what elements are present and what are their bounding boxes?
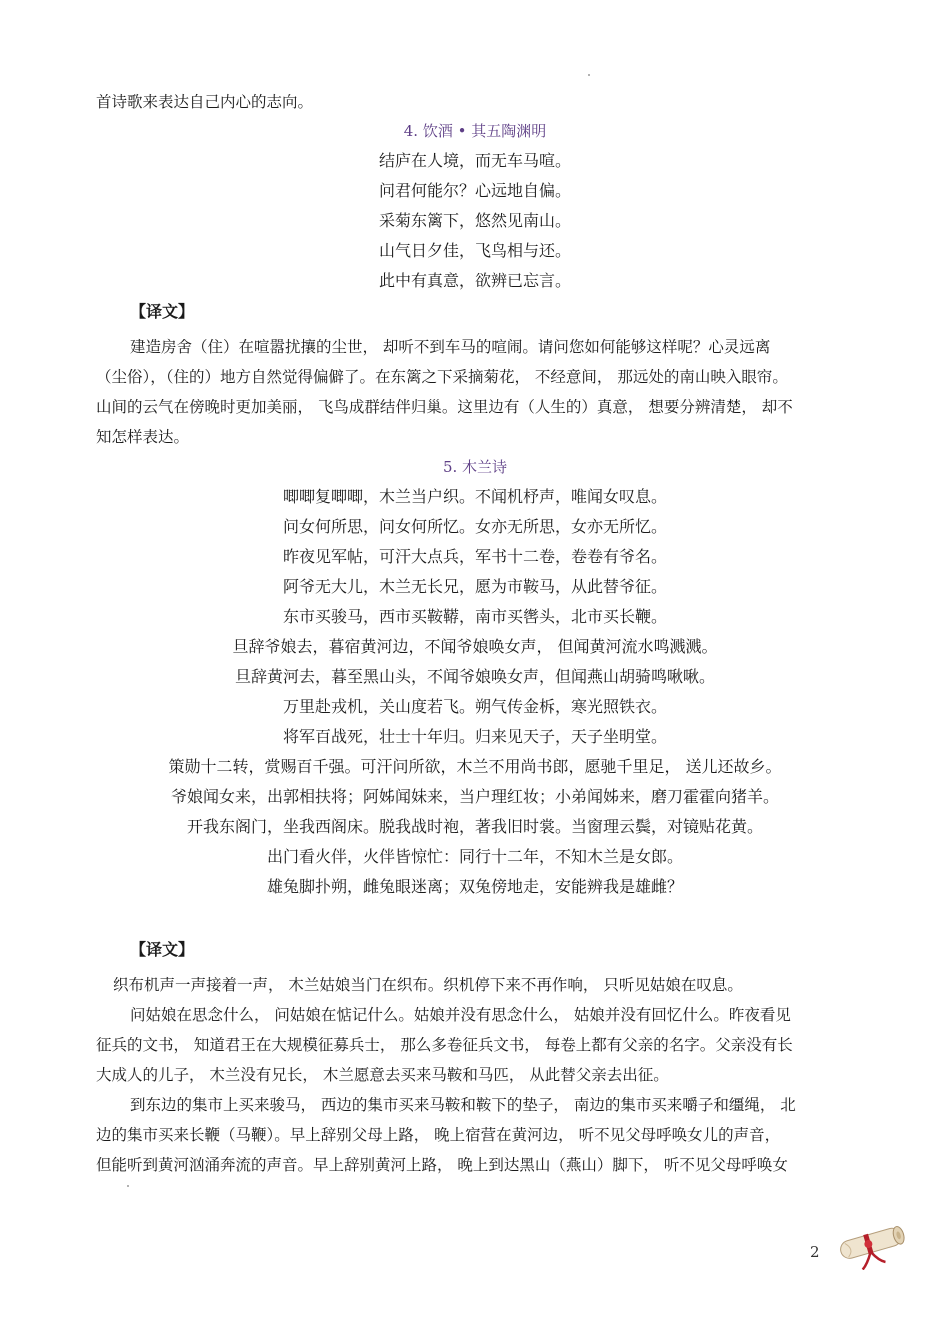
poem-line: 东市买骏马，西市买鞍鞯，南市买辔头，北市买长鞭。	[282, 607, 667, 626]
poem-title-yinjiu: 4. 饮酒 • 其五陶渊明	[403, 122, 547, 140]
poem-line: 策勋十二转，赏赐百千强。可汗问所欲，木兰不用尚书郎，愿驰千里足， 送儿还故乡。	[168, 757, 782, 776]
poem-line: 雄兔脚扑朔，雌兔眼迷离；双兔傍地走，安能辨我是雄雌？	[266, 877, 683, 896]
translation-line: 征兵的文书， 知道君王在大规模征募兵士， 那么多卷征兵文书， 每卷上都有父亲的名字。父亲没有长	[96, 1036, 793, 1054]
translation-line: 到东边的集市上买来骏马， 西边的集市买来马鞍和鞍下的垫子， 南边的集市买来嚼子和缰绳， 北	[130, 1096, 796, 1114]
translation-line: （尘俗），（住的）地方自然觉得偏僻了。在东篱之下采摘菊花， 不经意间， 那远处的南山映入眼帘。	[96, 368, 788, 386]
poem-line: 采菊东篱下，悠然见南山。	[378, 211, 571, 230]
poem-line: 此中有真意，欲辨已忘言。	[378, 271, 571, 290]
poem-line: 唧唧复唧唧，木兰当户织。不闻机杼声，唯闻女叹息。	[282, 487, 667, 506]
poem-line: 问君何能尔？心远地自偏。	[378, 181, 571, 200]
translation-line: 问姑娘在思念什么， 问姑娘在惦记什么。姑娘并没有思念什么， 姑娘并没有回忆什么。昨夜看见	[130, 1006, 791, 1024]
poem-line: 昨夜见军帖，可汗大点兵，军书十二卷，卷卷有爷名。	[282, 547, 667, 566]
poem-title-mulan: 5. 木兰诗	[442, 458, 508, 476]
scan-dot-bottom	[127, 1185, 129, 1187]
translation-line: 但能听到黄河汹涌奔流的声音。早上辞别黄河上路， 晚上到达黑山（燕山）脚下， 听不见父母呼唤女	[96, 1156, 788, 1174]
poem-line: 旦辞爷娘去，暮宿黄河边，不闻爷娘唤女声， 但闻黄河流水鸣溅溅。	[232, 637, 718, 656]
poem-line: 将军百战死，壮士十年归。归来见天子，天子坐明堂。	[282, 727, 667, 746]
poem-line: 问女何所思，问女何所忆。女亦无所思，女亦无所忆。	[282, 517, 667, 536]
poem-line: 出门看火伴，火伴皆惊忙：同行十二年，不知木兰是女郎。	[266, 847, 683, 866]
page-number: 2	[810, 1243, 820, 1261]
poem-line: 爷娘闻女来，出郭相扶将；阿姊闻妹来，当户理红妆；小弟闻姊来，磨刀霍霍向猪羊。	[170, 787, 779, 806]
translation-line: 大成人的儿子， 木兰没有兄长， 木兰愿意去买来马鞍和马匹， 从此替父亲去出征。	[96, 1066, 669, 1084]
poem-line: 万里赴戎机，关山度若飞。朔气传金柝，寒光照铁衣。	[282, 697, 667, 716]
poem-line: 开我东阁门，坐我西阁床。脱我战时袍，著我旧时裳。当窗理云鬓，对镜贴花黄。	[186, 817, 763, 836]
poem-line: 山气日夕佳，飞鸟相与还。	[378, 241, 571, 260]
translation-line: 知怎样表达。	[96, 428, 190, 446]
translation-line: 边的集市买来长鞭（马鞭）。早上辞别父母上路， 晚上宿营在黄河边， 听不见父母呼唤女儿的声音，	[96, 1126, 781, 1144]
translation-line: 织布机声一声接着一声， 木兰姑娘当门在织布。织机停下来不再作响， 只听见姑娘在叹息。	[113, 976, 743, 994]
scroll-ribbon-icon	[832, 1218, 912, 1270]
poem-line: 阿爷无大儿，木兰无长兄，愿为市鞍马，从此替爷征。	[282, 577, 667, 596]
scan-dot-top	[588, 74, 590, 76]
poem-line: 结庐在人境，而无车马喧。	[378, 151, 571, 170]
translation-line: 建造房舍（住）在喧嚣扰攘的尘世， 却听不到车马的喧闹。请问您如何能够这样呢？心灵远离	[130, 338, 771, 356]
poem-line: 旦辞黄河去，暮至黑山头，不闻爷娘唤女声，但闻燕山胡骑鸣啾啾。	[234, 667, 715, 686]
intro-text: 首诗歌来表达自己内心的志向。	[96, 93, 314, 111]
translation-line: 山间的云气在傍晚时更加美丽， 飞鸟成群结伴归巢。这里边有（人生的）真意， 想要分辨清楚， 却不	[96, 398, 793, 416]
translation-heading: 【译文】	[130, 940, 195, 959]
translation-heading: 【译文】	[130, 302, 195, 321]
